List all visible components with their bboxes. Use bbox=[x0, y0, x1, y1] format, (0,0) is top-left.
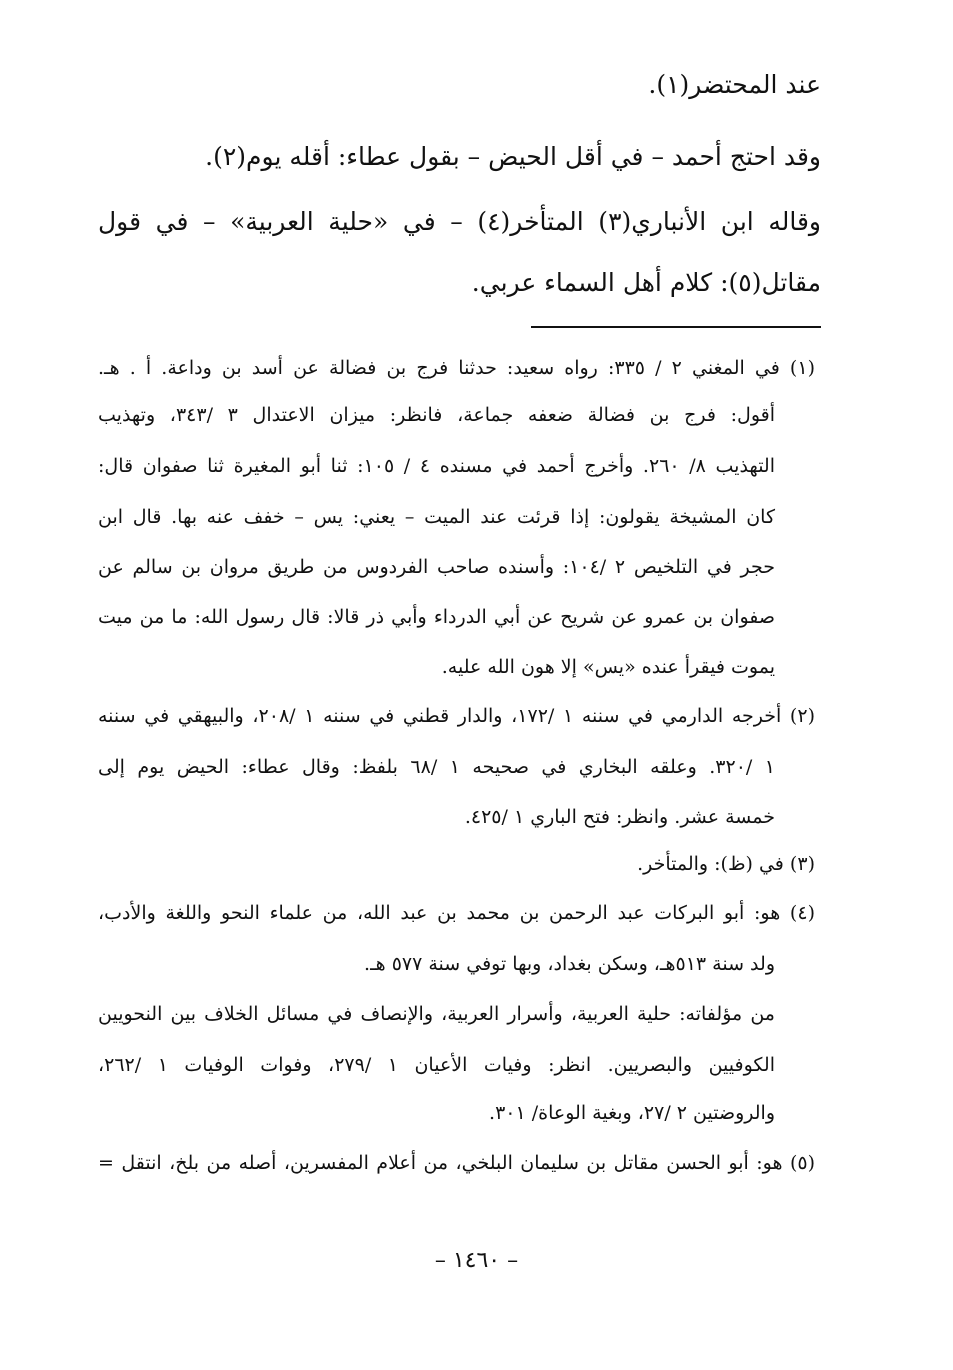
body-line-2: وقد احتج أحمد – في أقل الحيض – بقول عطاء: أقله يوم(٢). bbox=[205, 142, 821, 171]
footnote-2-line-1: (٢) أخرجه الدارمي في سننه ١ /١٧٢، والدار قطني في سننه ١ /٢٠٨، والبيهقي في سننه bbox=[98, 705, 815, 727]
footnote-1-line-2: أقول: فرج بن فضالة ضعفه جماعة، فانظر: ميزان الاعتدال ٣ /٣٤٣، وتهذيب bbox=[98, 404, 775, 426]
footnote-3: (٣) في (ظ): والمتأخر. bbox=[637, 853, 815, 875]
footnote-4-line-2: ولد سنة ٥١٣هـ، وسكن بغداد، وبها توفي سنة ٥٧٧ هـ. bbox=[364, 953, 775, 975]
footnote-1-line-6: صفوان بن عمرو عن شريح عن أبي الدرداء وأبي ذر قالا: قال رسول الله: ما من ميت bbox=[98, 606, 775, 628]
footnote-2-line-2: ١ /٣٢٠. وعلقه البخاري في صحيحه ١ /٦٨ بلفظ: وقال عطاء: الحيض يوم إلى bbox=[98, 756, 775, 778]
footnote-5-line-1: (٥) هو: أبو الحسن مقاتل بن سليمان البلخي، من أعلام المفسرين، أصله من بلخ، انتقل = bbox=[98, 1152, 815, 1174]
footnote-4-line-3: من مؤلفاته: حلية العربية، وأسرار العربية، والإنصاف في مسائل الخلاف بين النحويين bbox=[98, 1003, 775, 1025]
footnote-4-line-5: والروضتين ٢ /٢٧، وبغية الوعاة/ ٣٠١. bbox=[489, 1102, 775, 1124]
body-line-4: مقاتل(٥): كلام أهل السماء عربي. bbox=[471, 268, 821, 297]
page-number: – ١٤٦٠ – bbox=[434, 1248, 519, 1273]
footnote-4-line-4: الكوفيين والبصريين. انظر: وفيات الأعيان ١ /٢٧٩، وفوات الوفيات ١ /٢٦٢، bbox=[98, 1054, 775, 1076]
footnote-1-line-3: التهذيب ٨/ ٢٦٠. وأخرج أحمد في مسنده ٤ / ١٠٥: ثنا أبو المغيرة ثنا صفوان قال: bbox=[98, 455, 775, 477]
body-line-3: وقاله ابن الأنباري(٣) المتأخر(٤) – في «حلية العربية» – في قول bbox=[98, 207, 821, 236]
footnote-2-line-3: خمسة عشر. وانظر: فتح الباري ١ /٤٢٥. bbox=[464, 806, 775, 828]
footnote-separator bbox=[531, 326, 821, 328]
footnote-1-line-5: حجر في التلخيص ٢ /١٠٤: وأسنده صاحب الفردوس من طريق مروان بن سالم عن bbox=[98, 556, 775, 578]
footnote-1-line-4: كان المشيخة يقولون: إذا قرئت عند الميت – يعني: يس – خفف عنه بها. قال ابن bbox=[98, 506, 775, 528]
footnote-4-line-1: (٤) هو: أبو البركات عبد الرحمن بن محمد بن عبد الله، من علماء النحو واللغة والأدب، bbox=[98, 902, 815, 924]
body-line-1: عند المحتضر(١). bbox=[648, 70, 821, 99]
footnote-1-line-7: يموت فيقرأ عنده «يس» إلا هون الله عليه. bbox=[441, 656, 775, 678]
footnote-1-line-1: (١) في المغني ٢ / ٣٣٥: رواه سعيد: حدثنا فرج بن فضالة عن أسد بن وداعة. أ . هـ. bbox=[98, 357, 815, 379]
